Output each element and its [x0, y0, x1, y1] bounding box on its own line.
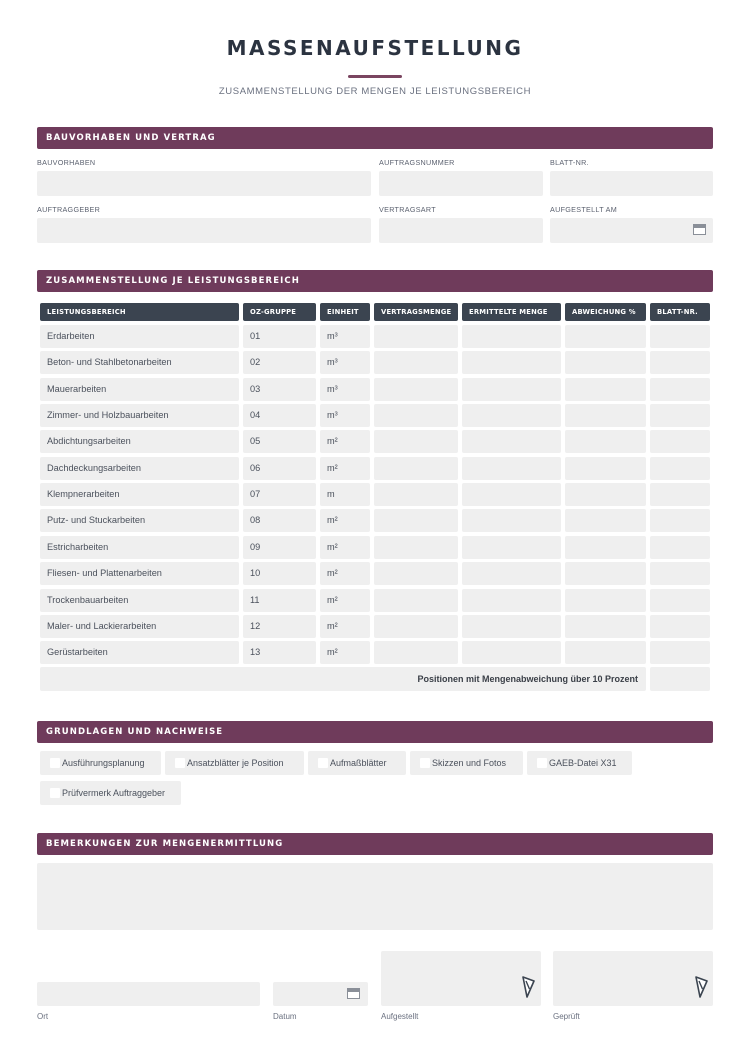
cell-vertragsmenge[interactable] [374, 351, 458, 374]
table-footer-label: Positionen mit Mengenabweichung über 10 Prozent [40, 667, 646, 691]
pen-nib-icon [694, 976, 708, 998]
ort-field[interactable] [37, 982, 260, 1006]
checkbox-option[interactable] [410, 751, 523, 775]
checkbox-label: GAEB-Datei X31 [549, 758, 617, 768]
title-divider [348, 75, 402, 78]
cell-leistungsbereich: Gerüstarbeiten [40, 641, 239, 664]
cell-abweichung[interactable] [565, 589, 646, 612]
cell-abweichung[interactable] [565, 325, 646, 348]
geprueft-signature-field[interactable] [553, 951, 713, 1006]
pen-nib-icon [521, 976, 535, 998]
cell-blatt-nr[interactable] [650, 404, 710, 427]
cell-leistungsbereich: Maler- und Lackierarbeiten [40, 615, 239, 638]
cell-abweichung[interactable] [565, 562, 646, 585]
cell-oz-gruppe: 05 [243, 430, 316, 453]
cell-oz-gruppe: 13 [243, 641, 316, 664]
cell-abweichung[interactable] [565, 536, 646, 559]
cell-einheit: m² [320, 536, 370, 559]
cell-vertragsmenge[interactable] [374, 325, 458, 348]
bauvorhaben-field[interactable] [37, 171, 371, 196]
aufgestellt-signature-field[interactable] [381, 951, 541, 1006]
cell-oz-gruppe: 03 [243, 378, 316, 401]
vertragsart-label: VERTRAGSART [379, 205, 436, 214]
cell-leistungsbereich: Beton- und Stahlbetonarbeiten [40, 351, 239, 374]
cell-oz-gruppe: 10 [243, 562, 316, 585]
auftragsnummer-label: AUFTRAGSNUMMER [379, 158, 455, 167]
bemerkungen-textarea[interactable] [37, 863, 713, 930]
cell-einheit: m² [320, 562, 370, 585]
cell-vertragsmenge[interactable] [374, 404, 458, 427]
cell-oz-gruppe: 12 [243, 615, 316, 638]
cell-einheit: m³ [320, 351, 370, 374]
cell-blatt-nr[interactable] [650, 589, 710, 612]
cell-leistungsbereich: Abdichtungsarbeiten [40, 430, 239, 453]
cell-einheit: m² [320, 641, 370, 664]
col-ermittelte-menge-header: ERMITTELTE MENGE [462, 303, 561, 321]
checkbox-box[interactable] [50, 788, 60, 798]
cell-leistungsbereich: Erdarbeiten [40, 325, 239, 348]
cell-vertragsmenge[interactable] [374, 430, 458, 453]
cell-blatt-nr[interactable] [650, 509, 710, 532]
cell-ermittelte-menge[interactable] [462, 483, 561, 506]
cell-einheit: m² [320, 457, 370, 480]
cell-abweichung[interactable] [565, 404, 646, 427]
cell-ermittelte-menge[interactable] [462, 615, 561, 638]
cell-einheit: m³ [320, 325, 370, 348]
cell-oz-gruppe: 07 [243, 483, 316, 506]
cell-abweichung[interactable] [565, 615, 646, 638]
cell-leistungsbereich: Dachdeckungsarbeiten [40, 457, 239, 480]
cell-blatt-nr[interactable] [650, 641, 710, 664]
checkbox-label: Ausführungsplanung [62, 758, 145, 768]
cell-oz-gruppe: 04 [243, 404, 316, 427]
cell-blatt-nr[interactable] [650, 457, 710, 480]
cell-ermittelte-menge[interactable] [462, 509, 561, 532]
checkbox-box[interactable] [318, 758, 328, 768]
cell-abweichung[interactable] [565, 351, 646, 374]
cell-einheit: m [320, 483, 370, 506]
cell-vertragsmenge[interactable] [374, 615, 458, 638]
ort-label: Ort [37, 1012, 49, 1021]
cell-abweichung[interactable] [565, 378, 646, 401]
cell-leistungsbereich: Estricharbeiten [40, 536, 239, 559]
cell-vertragsmenge[interactable] [374, 509, 458, 532]
checkbox-box[interactable] [50, 758, 60, 768]
cell-ermittelte-menge[interactable] [462, 404, 561, 427]
checkbox-label: Skizzen und Fotos [432, 758, 507, 768]
cell-ermittelte-menge[interactable] [462, 430, 561, 453]
cell-einheit: m² [320, 430, 370, 453]
section-header-grundlagen: GRUNDLAGEN UND NACHWEISE [37, 721, 713, 743]
page-title: MASSENAUFSTELLUNG [226, 36, 524, 60]
col-blatt-nr-header: BLATT-NR. [650, 303, 710, 321]
cell-blatt-nr[interactable] [650, 562, 710, 585]
cell-abweichung[interactable] [565, 430, 646, 453]
cell-vertragsmenge[interactable] [374, 589, 458, 612]
cell-vertragsmenge[interactable] [374, 378, 458, 401]
cell-oz-gruppe: 02 [243, 351, 316, 374]
checkbox-label: Prüfvermerk Auftraggeber [62, 788, 166, 798]
cell-blatt-nr[interactable] [650, 615, 710, 638]
checkbox-option[interactable] [527, 751, 632, 775]
calendar-icon[interactable] [347, 988, 360, 999]
cell-blatt-nr[interactable] [650, 351, 710, 374]
cell-ermittelte-menge[interactable] [462, 457, 561, 480]
col-vertragsmenge-header: VERTRAGSMENGE [374, 303, 458, 321]
cell-ermittelte-menge[interactable] [462, 562, 561, 585]
cell-vertragsmenge[interactable] [374, 483, 458, 506]
section-header-bemerkungen: BEMERKUNGEN ZUR MENGENERMITTLUNG [37, 833, 713, 855]
checkbox-box[interactable] [175, 758, 185, 768]
cell-blatt-nr[interactable] [650, 430, 710, 453]
cell-oz-gruppe: 11 [243, 589, 316, 612]
datum-label: Datum [273, 1012, 297, 1021]
cell-vertragsmenge[interactable] [374, 562, 458, 585]
blatt-nr-field[interactable] [550, 171, 713, 196]
geprueft-label: Geprüft [553, 1012, 580, 1021]
checkbox-box[interactable] [420, 758, 430, 768]
cell-oz-gruppe: 01 [243, 325, 316, 348]
table-footer-blatt-nr[interactable] [650, 667, 710, 691]
cell-abweichung[interactable] [565, 457, 646, 480]
cell-einheit: m² [320, 509, 370, 532]
calendar-icon[interactable] [693, 224, 706, 235]
cell-leistungsbereich: Putz- und Stuckarbeiten [40, 509, 239, 532]
cell-ermittelte-menge[interactable] [462, 378, 561, 401]
cell-abweichung[interactable] [565, 509, 646, 532]
cell-leistungsbereich: Fliesen- und Plattenarbeiten [40, 562, 239, 585]
cell-ermittelte-menge[interactable] [462, 536, 561, 559]
cell-leistungsbereich: Zimmer- und Holzbauarbeiten [40, 404, 239, 427]
aufgestellt-am-field[interactable] [550, 218, 713, 243]
blatt-nr-label: BLATT-NR. [550, 158, 589, 167]
checkbox-box[interactable] [537, 758, 547, 768]
cell-ermittelte-menge[interactable] [462, 351, 561, 374]
col-leistungsbereich-header: LEISTUNGSBEREICH [40, 303, 239, 321]
checkbox-label: Ansatzblätter je Position [187, 758, 284, 768]
cell-blatt-nr[interactable] [650, 483, 710, 506]
col-abweichung-header: ABWEICHUNG % [565, 303, 646, 321]
cell-leistungsbereich: Klempnerarbeiten [40, 483, 239, 506]
cell-einheit: m³ [320, 378, 370, 401]
cell-einheit: m² [320, 615, 370, 638]
auftragsnummer-field[interactable] [379, 171, 543, 196]
cell-oz-gruppe: 06 [243, 457, 316, 480]
checkbox-option[interactable] [40, 751, 161, 775]
cell-oz-gruppe: 08 [243, 509, 316, 532]
checkbox-option[interactable] [165, 751, 304, 775]
cell-leistungsbereich: Mauerarbeiten [40, 378, 239, 401]
aufgestellt-am-label: AUFGESTELLT AM [550, 205, 618, 214]
checkbox-label: Aufmaßblätter [330, 758, 387, 768]
section-header-bauvorhaben: BAUVORHABEN UND VERTRAG [37, 127, 713, 149]
cell-ermittelte-menge[interactable] [462, 641, 561, 664]
cell-oz-gruppe: 09 [243, 536, 316, 559]
auftraggeber-field[interactable] [37, 218, 371, 243]
cell-einheit: m³ [320, 404, 370, 427]
cell-einheit: m² [320, 589, 370, 612]
col-einheit-header: EINHEIT [320, 303, 370, 321]
checkbox-option[interactable] [40, 781, 181, 805]
cell-ermittelte-menge[interactable] [462, 589, 561, 612]
cell-blatt-nr[interactable] [650, 325, 710, 348]
vertragsart-field[interactable] [379, 218, 543, 243]
aufgestellt-label: Aufgestellt [381, 1012, 419, 1021]
cell-blatt-nr[interactable] [650, 378, 710, 401]
col-oz-gruppe-header: OZ-GRUPPE [243, 303, 316, 321]
cell-vertragsmenge[interactable] [374, 536, 458, 559]
cell-vertragsmenge[interactable] [374, 457, 458, 480]
cell-blatt-nr[interactable] [650, 536, 710, 559]
page-subtitle: ZUSAMMENSTELLUNG DER MENGEN JE LEISTUNGSBEREICH [218, 86, 532, 97]
cell-ermittelte-menge[interactable] [462, 325, 561, 348]
cell-leistungsbereich: Trockenbauarbeiten [40, 589, 239, 612]
section-header-zusammenstellung: ZUSAMMENSTELLUNG JE LEISTUNGSBEREICH [37, 270, 713, 292]
cell-abweichung[interactable] [565, 641, 646, 664]
auftraggeber-label: AUFTRAGGEBER [37, 205, 101, 214]
bauvorhaben-label: BAUVORHABEN [37, 158, 96, 167]
cell-abweichung[interactable] [565, 483, 646, 506]
cell-vertragsmenge[interactable] [374, 641, 458, 664]
checkbox-option[interactable] [308, 751, 406, 775]
